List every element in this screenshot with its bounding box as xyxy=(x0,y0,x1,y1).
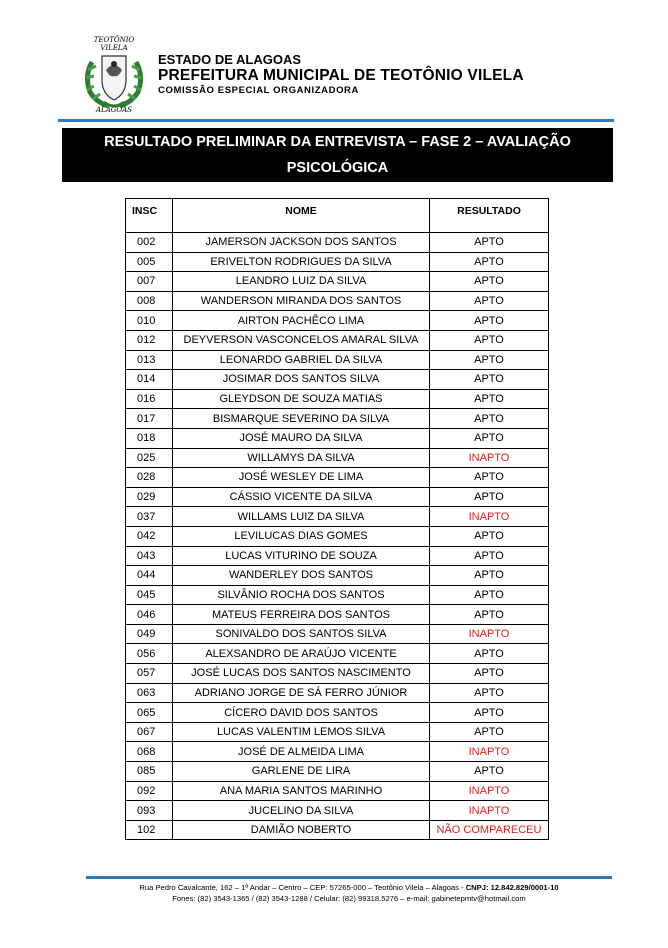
header-nome: NOME xyxy=(173,199,430,233)
nome-cell: AIRTON PACHÊCO LIMA xyxy=(173,311,430,331)
footer-address xyxy=(90,883,608,894)
resultado-cell: APTO xyxy=(430,703,549,723)
table-row xyxy=(126,233,549,253)
resultado-cell: APTO xyxy=(430,468,549,488)
table-row xyxy=(126,252,549,272)
table-row xyxy=(126,605,549,625)
insc-cell: 008 xyxy=(126,291,173,311)
insc-cell: 044 xyxy=(126,566,173,586)
table-row xyxy=(126,468,549,488)
resultado-cell: APTO xyxy=(430,350,549,370)
nome-cell: ERIVELTON RODRIGUES DA SILVA xyxy=(173,252,430,272)
insc-cell: 092 xyxy=(126,781,173,801)
nome-cell: JOSÉ LUCAS DOS SANTOS NASCIMENTO xyxy=(173,664,430,684)
resultado-cell: INAPTO xyxy=(430,742,549,762)
insc-cell: 063 xyxy=(126,683,173,703)
results-table xyxy=(125,198,549,840)
table-row xyxy=(126,781,549,801)
table-header-row xyxy=(126,199,549,233)
insc-cell: 068 xyxy=(126,742,173,762)
nome-cell: SONIVALDO DOS SANTOS SILVA xyxy=(173,624,430,644)
nome-cell: WANDERLEY DOS SANTOS xyxy=(173,566,430,586)
nome-cell: WILLAMS LUIZ DA SILVA xyxy=(173,507,430,527)
table-row xyxy=(126,389,549,409)
table-row xyxy=(126,644,549,664)
resultado-cell: APTO xyxy=(430,683,549,703)
nome-cell: LEANDRO LUIZ DA SILVA xyxy=(173,272,430,292)
resultado-cell: INAPTO xyxy=(430,801,549,821)
table-row xyxy=(126,507,549,527)
table-row xyxy=(126,585,549,605)
resultado-cell: APTO xyxy=(430,762,549,782)
footer-cnpj: CNPJ: 12.842.829/0001-10 xyxy=(465,883,559,892)
nome-cell: GARLENE DE LIRA xyxy=(173,762,430,782)
insc-cell: 002 xyxy=(126,233,173,253)
table-row xyxy=(126,566,549,586)
insc-cell: 067 xyxy=(126,722,173,742)
header-divider xyxy=(58,119,614,122)
table-row xyxy=(126,546,549,566)
resultado-cell: APTO xyxy=(430,722,549,742)
municipality-name: PREFEITURA MUNICIPAL DE TEOTÔNIO VILELA xyxy=(158,67,524,84)
table-body xyxy=(126,233,549,840)
insc-cell: 010 xyxy=(126,311,173,331)
table-row xyxy=(126,526,549,546)
resultado-cell: APTO xyxy=(430,526,549,546)
nome-cell: WILLAMYS DA SILVA xyxy=(173,448,430,468)
insc-cell: 056 xyxy=(126,644,173,664)
table-row xyxy=(126,820,549,840)
nome-cell: JOSÉ DE ALMEIDA LIMA xyxy=(173,742,430,762)
resultado-cell: INAPTO xyxy=(430,507,549,527)
resultado-cell: APTO xyxy=(430,272,549,292)
commission-name: COMISSÃO ESPECIAL ORGANIZADORA xyxy=(158,85,359,96)
insc-cell: 029 xyxy=(126,487,173,507)
nome-cell: JOSÉ WESLEY DE LIMA xyxy=(173,468,430,488)
table-row xyxy=(126,272,549,292)
state-name: ESTADO DE ALAGOAS xyxy=(158,52,302,67)
insc-cell: 046 xyxy=(126,605,173,625)
resultado-cell: APTO xyxy=(430,389,549,409)
footer-address-text: Rua Pedro Cavalcante, 162 – 1º Andar – Centro – CEP: 57265-000 – Teotônio Vilela – Alagoas - xyxy=(139,883,466,892)
nome-cell: JOSÉ MAURO DA SILVA xyxy=(173,428,430,448)
resultado-cell: APTO xyxy=(430,605,549,625)
table-row xyxy=(126,762,549,782)
footer-contacts: Fones: (82) 3543-1365 / (82) 3543-1288 / Celular: (82) 99318.5276 – e-mail: gabinetepmtv@hotmail.com xyxy=(172,893,526,903)
logo-bottom-text: ALAGOAS xyxy=(96,106,132,114)
resultado-cell: NÃO COMPARECEU xyxy=(430,820,549,840)
insc-cell: 012 xyxy=(126,330,173,350)
table-row xyxy=(126,703,549,723)
resultado-cell: APTO xyxy=(430,370,549,390)
letterhead xyxy=(78,30,618,120)
letterhead-text xyxy=(158,52,524,97)
resultado-cell: APTO xyxy=(430,330,549,350)
nome-cell: JUCELINO DA SILVA xyxy=(173,801,430,821)
table-row xyxy=(126,664,549,684)
nome-cell: LUCAS VITURINO DE SOUZA xyxy=(173,546,430,566)
resultado-cell: INAPTO xyxy=(430,781,549,801)
insc-cell: 016 xyxy=(126,389,173,409)
resultado-cell: APTO xyxy=(430,428,549,448)
nome-cell: SILVÂNIO ROCHA DOS SANTOS xyxy=(173,585,430,605)
resultado-cell: APTO xyxy=(430,311,549,331)
table-row xyxy=(126,683,549,703)
table-row xyxy=(126,370,549,390)
insc-cell: 025 xyxy=(126,448,173,468)
nome-cell: DAMIÃO NOBERTO xyxy=(173,820,430,840)
nome-cell: CÁSSIO VICENTE DA SILVA xyxy=(173,487,430,507)
resultado-cell: APTO xyxy=(430,487,549,507)
insc-cell: 005 xyxy=(126,252,173,272)
insc-cell: 028 xyxy=(126,468,173,488)
insc-cell: 018 xyxy=(126,428,173,448)
table-row xyxy=(126,448,549,468)
nome-cell: MATEUS FERREIRA DOS SANTOS xyxy=(173,605,430,625)
nome-cell: BISMARQUE SEVERINO DA SILVA xyxy=(173,409,430,429)
table-row xyxy=(126,722,549,742)
resultado-cell: APTO xyxy=(430,409,549,429)
nome-cell: LUCAS VALENTIM LEMOS SILVA xyxy=(173,722,430,742)
resultado-cell: APTO xyxy=(430,252,549,272)
insc-cell: 042 xyxy=(126,526,173,546)
resultado-cell: APTO xyxy=(430,585,549,605)
table-row xyxy=(126,409,549,429)
resultado-cell: APTO xyxy=(430,566,549,586)
nome-cell: WANDERSON MIRANDA DOS SANTOS xyxy=(173,291,430,311)
table-row xyxy=(126,330,549,350)
nome-cell: DEYVERSON VASCONCELOS AMARAL SILVA xyxy=(173,330,430,350)
document-title: RESULTADO PRELIMINAR DA ENTREVISTA – FASE 2 – AVALIAÇÃO PSICOLÓGICA xyxy=(104,134,571,176)
nome-cell: ALEXSANDRO DE ARAÚJO VICENTE xyxy=(173,644,430,664)
insc-cell: 013 xyxy=(126,350,173,370)
footer-divider xyxy=(86,876,612,879)
nome-cell: ADRIANO JORGE DE SÁ FERRO JÚNIOR xyxy=(173,683,430,703)
resultado-cell: APTO xyxy=(430,233,549,253)
table-row xyxy=(126,487,549,507)
header-resultado: RESULTADO xyxy=(430,199,549,233)
nome-cell: JOSIMAR DOS SANTOS SILVA xyxy=(173,370,430,390)
insc-cell: 065 xyxy=(126,703,173,723)
header-insc: INSC xyxy=(126,199,173,233)
resultado-cell: APTO xyxy=(430,546,549,566)
table-row xyxy=(126,428,549,448)
resultado-cell: INAPTO xyxy=(430,448,549,468)
insc-cell: 007 xyxy=(126,272,173,292)
insc-cell: 045 xyxy=(126,585,173,605)
nome-cell: ANA MARIA SANTOS MARINHO xyxy=(173,781,430,801)
resultado-cell: INAPTO xyxy=(430,624,549,644)
resultado-cell: APTO xyxy=(430,291,549,311)
insc-cell: 057 xyxy=(126,664,173,684)
table-row xyxy=(126,801,549,821)
insc-cell: 093 xyxy=(126,801,173,821)
logo-top-text: TEOTÔNIO VILELA xyxy=(93,36,135,52)
municipal-coat-of-arms xyxy=(78,36,150,116)
insc-cell: 037 xyxy=(126,507,173,527)
table-row xyxy=(126,311,549,331)
insc-cell: 049 xyxy=(126,624,173,644)
insc-cell: 017 xyxy=(126,409,173,429)
table-row xyxy=(126,742,549,762)
table-row xyxy=(126,350,549,370)
resultado-cell: APTO xyxy=(430,644,549,664)
nome-cell: JAMERSON JACKSON DOS SANTOS xyxy=(173,233,430,253)
nome-cell: CÍCERO DAVID DOS SANTOS xyxy=(173,703,430,723)
footer xyxy=(90,883,608,904)
nome-cell: GLEYDSON DE SOUZA MATIAS xyxy=(173,389,430,409)
insc-cell: 102 xyxy=(126,820,173,840)
resultado-cell: APTO xyxy=(430,664,549,684)
table-row xyxy=(126,291,549,311)
nome-cell: LEONARDO GABRIEL DA SILVA xyxy=(173,350,430,370)
nome-cell: LEVILUCAS DIAS GOMES xyxy=(173,526,430,546)
insc-cell: 085 xyxy=(126,762,173,782)
insc-cell: 014 xyxy=(126,370,173,390)
document-title-banner xyxy=(62,128,613,182)
table-row xyxy=(126,624,549,644)
insc-cell: 043 xyxy=(126,546,173,566)
